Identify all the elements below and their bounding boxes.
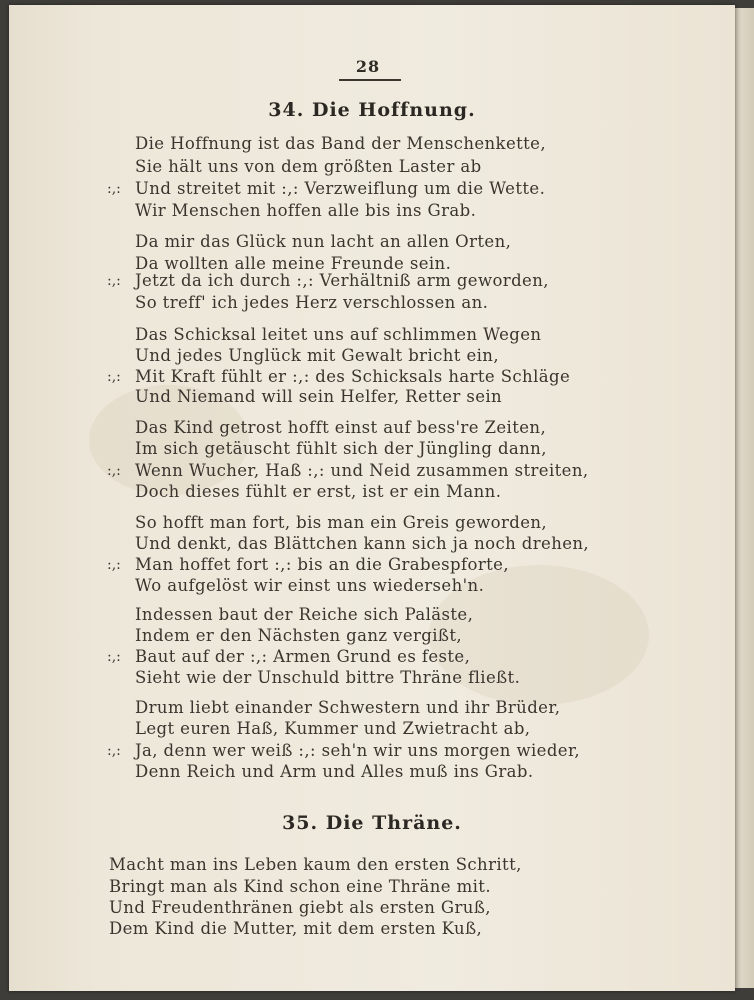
verse-line: Sieht wie der Unschuld bittre Thräne fließt. (135, 668, 521, 687)
verse-line: Das Kind getrost hofft einst auf bess're Zeiten, (135, 418, 547, 437)
verse-line: Mit Kraft fühlt er :,: des Schicksals harte Schläge (135, 367, 571, 386)
verse-line: Wenn Wucher, Haß :,: und Neid zusammen streiten, (135, 461, 589, 480)
verse-line: So treff' ich jedes Herz verschlossen an. (135, 293, 489, 312)
verse-line: Indem er den Nächsten ganz vergißt, (135, 626, 463, 645)
repeat-mark: :,: (107, 463, 121, 479)
poem-title-thraene: 35. Die Thräne. (282, 812, 462, 834)
verse-line: Das Schicksal leitet uns auf schlimmen Wegen (135, 325, 542, 344)
verse-line: Wir Menschen hoffen alle bis ins Grab. (135, 201, 477, 220)
repeat-mark: :,: (107, 369, 121, 385)
verse-line: Und Niemand will sein Helfer, Retter sein (135, 387, 503, 406)
repeat-mark: :,: (107, 649, 121, 665)
repeat-mark: :,: (107, 181, 121, 197)
verse-line: Man hoffet fort :,: bis an die Grabespforte, (135, 555, 509, 574)
verse-line: Indessen baut der Reiche sich Paläste, (135, 605, 474, 624)
verse-line: Und Freudenthränen giebt als ersten Gruß, (109, 898, 491, 917)
repeat-mark: :,: (107, 557, 121, 573)
book-page (9, 5, 735, 991)
verse-line: Macht man ins Leben kaum den ersten Schritt, (109, 855, 522, 874)
verse-line: Da wollten alle meine Freunde sein. (135, 254, 452, 273)
verse-line: Wo aufgelöst wir einst uns wiederseh'n. (135, 576, 485, 595)
verse-line: Da mir das Glück nun lacht an allen Orten, (135, 232, 512, 251)
adjacent-page-edge (733, 8, 754, 988)
verse-line: Doch dieses fühlt er erst, ist er ein Mann. (135, 482, 502, 501)
verse-line: Baut auf der :,: Armen Grund es feste, (135, 647, 471, 666)
verse-line: Und denkt, das Blättchen kann sich ja noch drehen, (135, 534, 590, 553)
poem-title-hoffnung: 34. Die Hoffnung. (268, 99, 476, 121)
verse-line: Und jedes Unglück mit Gewalt bricht ein, (135, 346, 499, 365)
verse-line: Jetzt da ich durch :,: Verhältniß arm geworden, (135, 271, 549, 290)
verse-line: Legt euren Haß, Kummer und Zwietracht ab, (135, 719, 531, 738)
repeat-mark: :,: (107, 743, 121, 759)
repeat-mark: :,: (107, 273, 121, 289)
verse-line: Und streitet mit :,: Verzweiflung um die Wette. (135, 179, 546, 198)
verse-line: Sie hält uns von dem größten Laster ab (135, 157, 482, 176)
verse-line: Die Hoffnung ist das Band der Menschenkette, (135, 134, 546, 153)
verse-line: So hofft man fort, bis man ein Greis geworden, (135, 513, 548, 532)
verse-line: Dem Kind die Mutter, mit dem ersten Kuß, (109, 919, 483, 938)
verse-line: Bringt man als Kind schon eine Thräne mit. (109, 877, 491, 896)
verse-line: Drum liebt einander Schwestern und ihr Brüder, (135, 698, 561, 717)
page-number-rule (339, 79, 401, 81)
verse-line: Denn Reich und Arm und Alles muß ins Grab. (135, 762, 534, 781)
page-number: 28 (355, 57, 381, 76)
verse-line: Im sich getäuscht fühlt sich der Jüngling dann, (135, 439, 547, 458)
verse-line: Ja, denn wer weiß :,: seh'n wir uns morgen wieder, (135, 741, 581, 760)
